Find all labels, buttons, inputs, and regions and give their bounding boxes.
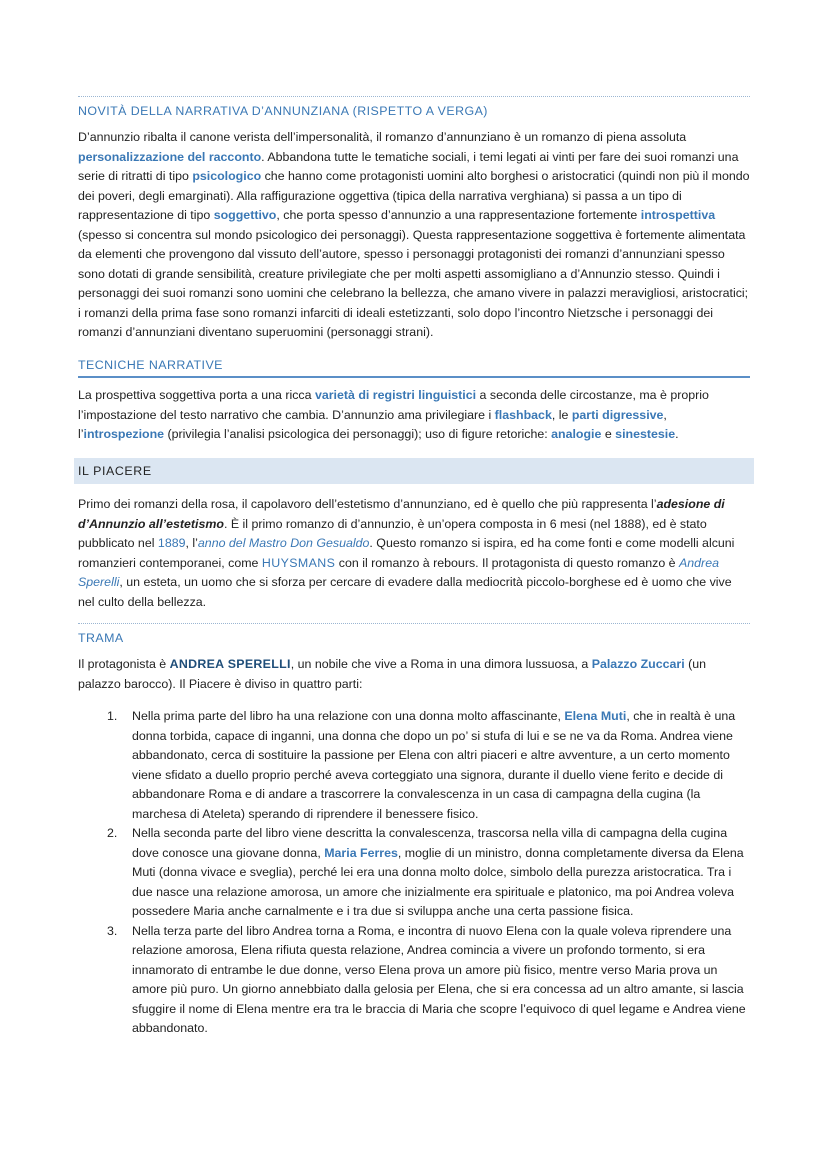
list-item: 1. Nella prima parte del libro ha una relazione con una donna molto affascinante, Elena Muti, che in realtà è una donna torbida, capace di inganni, una donna che dopo un po’ si stufa di lui e se ne va da Roma. Andrea viene abbandonato, cerca di sostituire la passione per Elena con altri piaceri e altre avventure, a un certo momento viene sfidato a duello proprio perché aveva corteggiato una signora, durante il duello viene ferito e decide di abbandonare Roma e di andare a trascorrere la convalescenza in un casa di campagna della cugina (la marchesa di Ateleta) sperando di riprendere il benessere fisico. (107, 709, 736, 821)
heading-tecniche: TECNICHE NARRATIVE (78, 358, 750, 378)
paragraph-trama-intro: Il protagonista è ANDREA SPERELLI, un nobile che vive a Roma in una dimora lussuosa, a Palazzo Zuccari (un palazzo barocco). Il Piacere è diviso in quattro parti: (78, 657, 707, 691)
list-number: 3. (107, 923, 118, 938)
heading-novita: NOVITÀ DELLA NARRATIVA D’ANNUNZIANA (RISPETTO A VERGA) (78, 96, 750, 118)
paragraph-novita: D’annunzio ribalta il canone verista dell’impersonalità, il romanzo d’annunziano è un romanzo di piena assoluta personalizzazione del racconto. Abbandona tutte le tematiche sociali, i temi legati ai vinti per fare dei suoi romanzi una serie di ritratti di tipo psicologico che hanno come protagonisti uomini alto borghesi o aristocratici (quindi non più il mondo dei poveri, degli emarginati). Alla raffigurazione oggettiva (tipica della narrativa verghiana) si passa a un tipo di rappresentazione di tipo soggettivo, che porta spesso d’annunzio a una rappresentazione fortemente introspettiva (spesso si concentra sul mondo psicologico dei personaggi). Questa rappresentazione soggettiva è fortemente alimentata da elementi che provengono dal vissuto dell’autore, spesso i personaggi protagonisti dei romanzi d’annunziani spesso sono dotati di grande sensibilità, creature privilegiate che per molti aspetti assomigliano a d’Annunzio stesso. Quindi i personaggi dei suoi romanzi sono uomini che celebrano la bellezza, che amano vivere in palazzi meravigliosi, aristocratici; i romanzi della prima fase sono romanzi infarciti di ideali estetizzanti, solo dopo l’incontro Nietzsche i personaggi dei romanzi d’annunziani diventano superuomini (personaggi strani). (78, 130, 750, 339)
paragraph-tecniche: La prospettiva soggettiva porta a una ricca varietà di registri linguistici a seconda delle circostanze, ma è proprio l’impostazione del testo narrativo che cambia. D’annunzio ama privilegiare i flashback, le parti digressive, l’introspezione (privilegia l’analisi psicologica dei personaggi); uso di figure retoriche: analogie e sinestesie. (78, 388, 709, 441)
list-number: 2. (107, 826, 118, 840)
list-number: 1. (107, 709, 118, 723)
list-item: 3. Nella terza parte del libro Andrea torna a Roma, e incontra di nuovo Elena con la quale voleva riprendere una relazione amorosa, Elena rifiuta questa relazione, Andrea comincia a vivere un profondo tormento, si era innamorato di entrambe le due donne, verso Elena prova un amore più fisico, mentre verso Maria prova un amore più puro. Un giorno annebbiato dalla gelosia per Elena, che si era concessa ad un altro amante, si lascia sfuggire il nome di Elena mentre era tra le braccia di Maria che scopre l’equivoco di quel legame e Andrea viene abbandonato. (107, 923, 746, 1035)
plot-list (78, 707, 750, 1039)
heading-piacere: IL PIACERE (74, 458, 754, 484)
heading-trama: TRAMA (78, 623, 750, 645)
list-item: 2. Nella seconda parte del libro viene descritta la convalescenza, trascorsa nella villa di campagna della cugina dove conosce una giovane donna, Maria Ferres, moglie di un ministro, donna completamente diversa da Elena Muti (donna vivace e sveglia), perché lei era una donna molto dolce, simbolo della purezza aristocratica. Tra i due nasce una relazione amorosa, un amore che inizialmente era spirituale e platonico, ma poi Andrea voleva possedere Maria anche carnalmente e i tra due si sviluppa anche una certa passione fisica. (107, 826, 744, 918)
paragraph-piacere: Primo dei romanzi della rosa, il capolavoro dell’estetismo d’annunziano, ed è quello che più rappresenta l’adesione di d’Annunzio all’estetismo. È il primo romanzo di d’annunzio, è un’opera composta in 6 mesi (nel 1888), ed è stato pubblicato nel 1889, l’anno del Mastro Don Gesualdo. Questo romanzo si ispira, ed ha come fonti e come modelli alcuni romanzieri contemporanei, come HUYSMANS con il romanzo à rebours. Il protagonista di questo romanzo è Andrea Sperelli, un esteta, un uomo che si sforza per cercare di evadere dalla mediocrità piccolo-borghese ed è uomo che vive nel culto della bellezza. (78, 497, 735, 609)
